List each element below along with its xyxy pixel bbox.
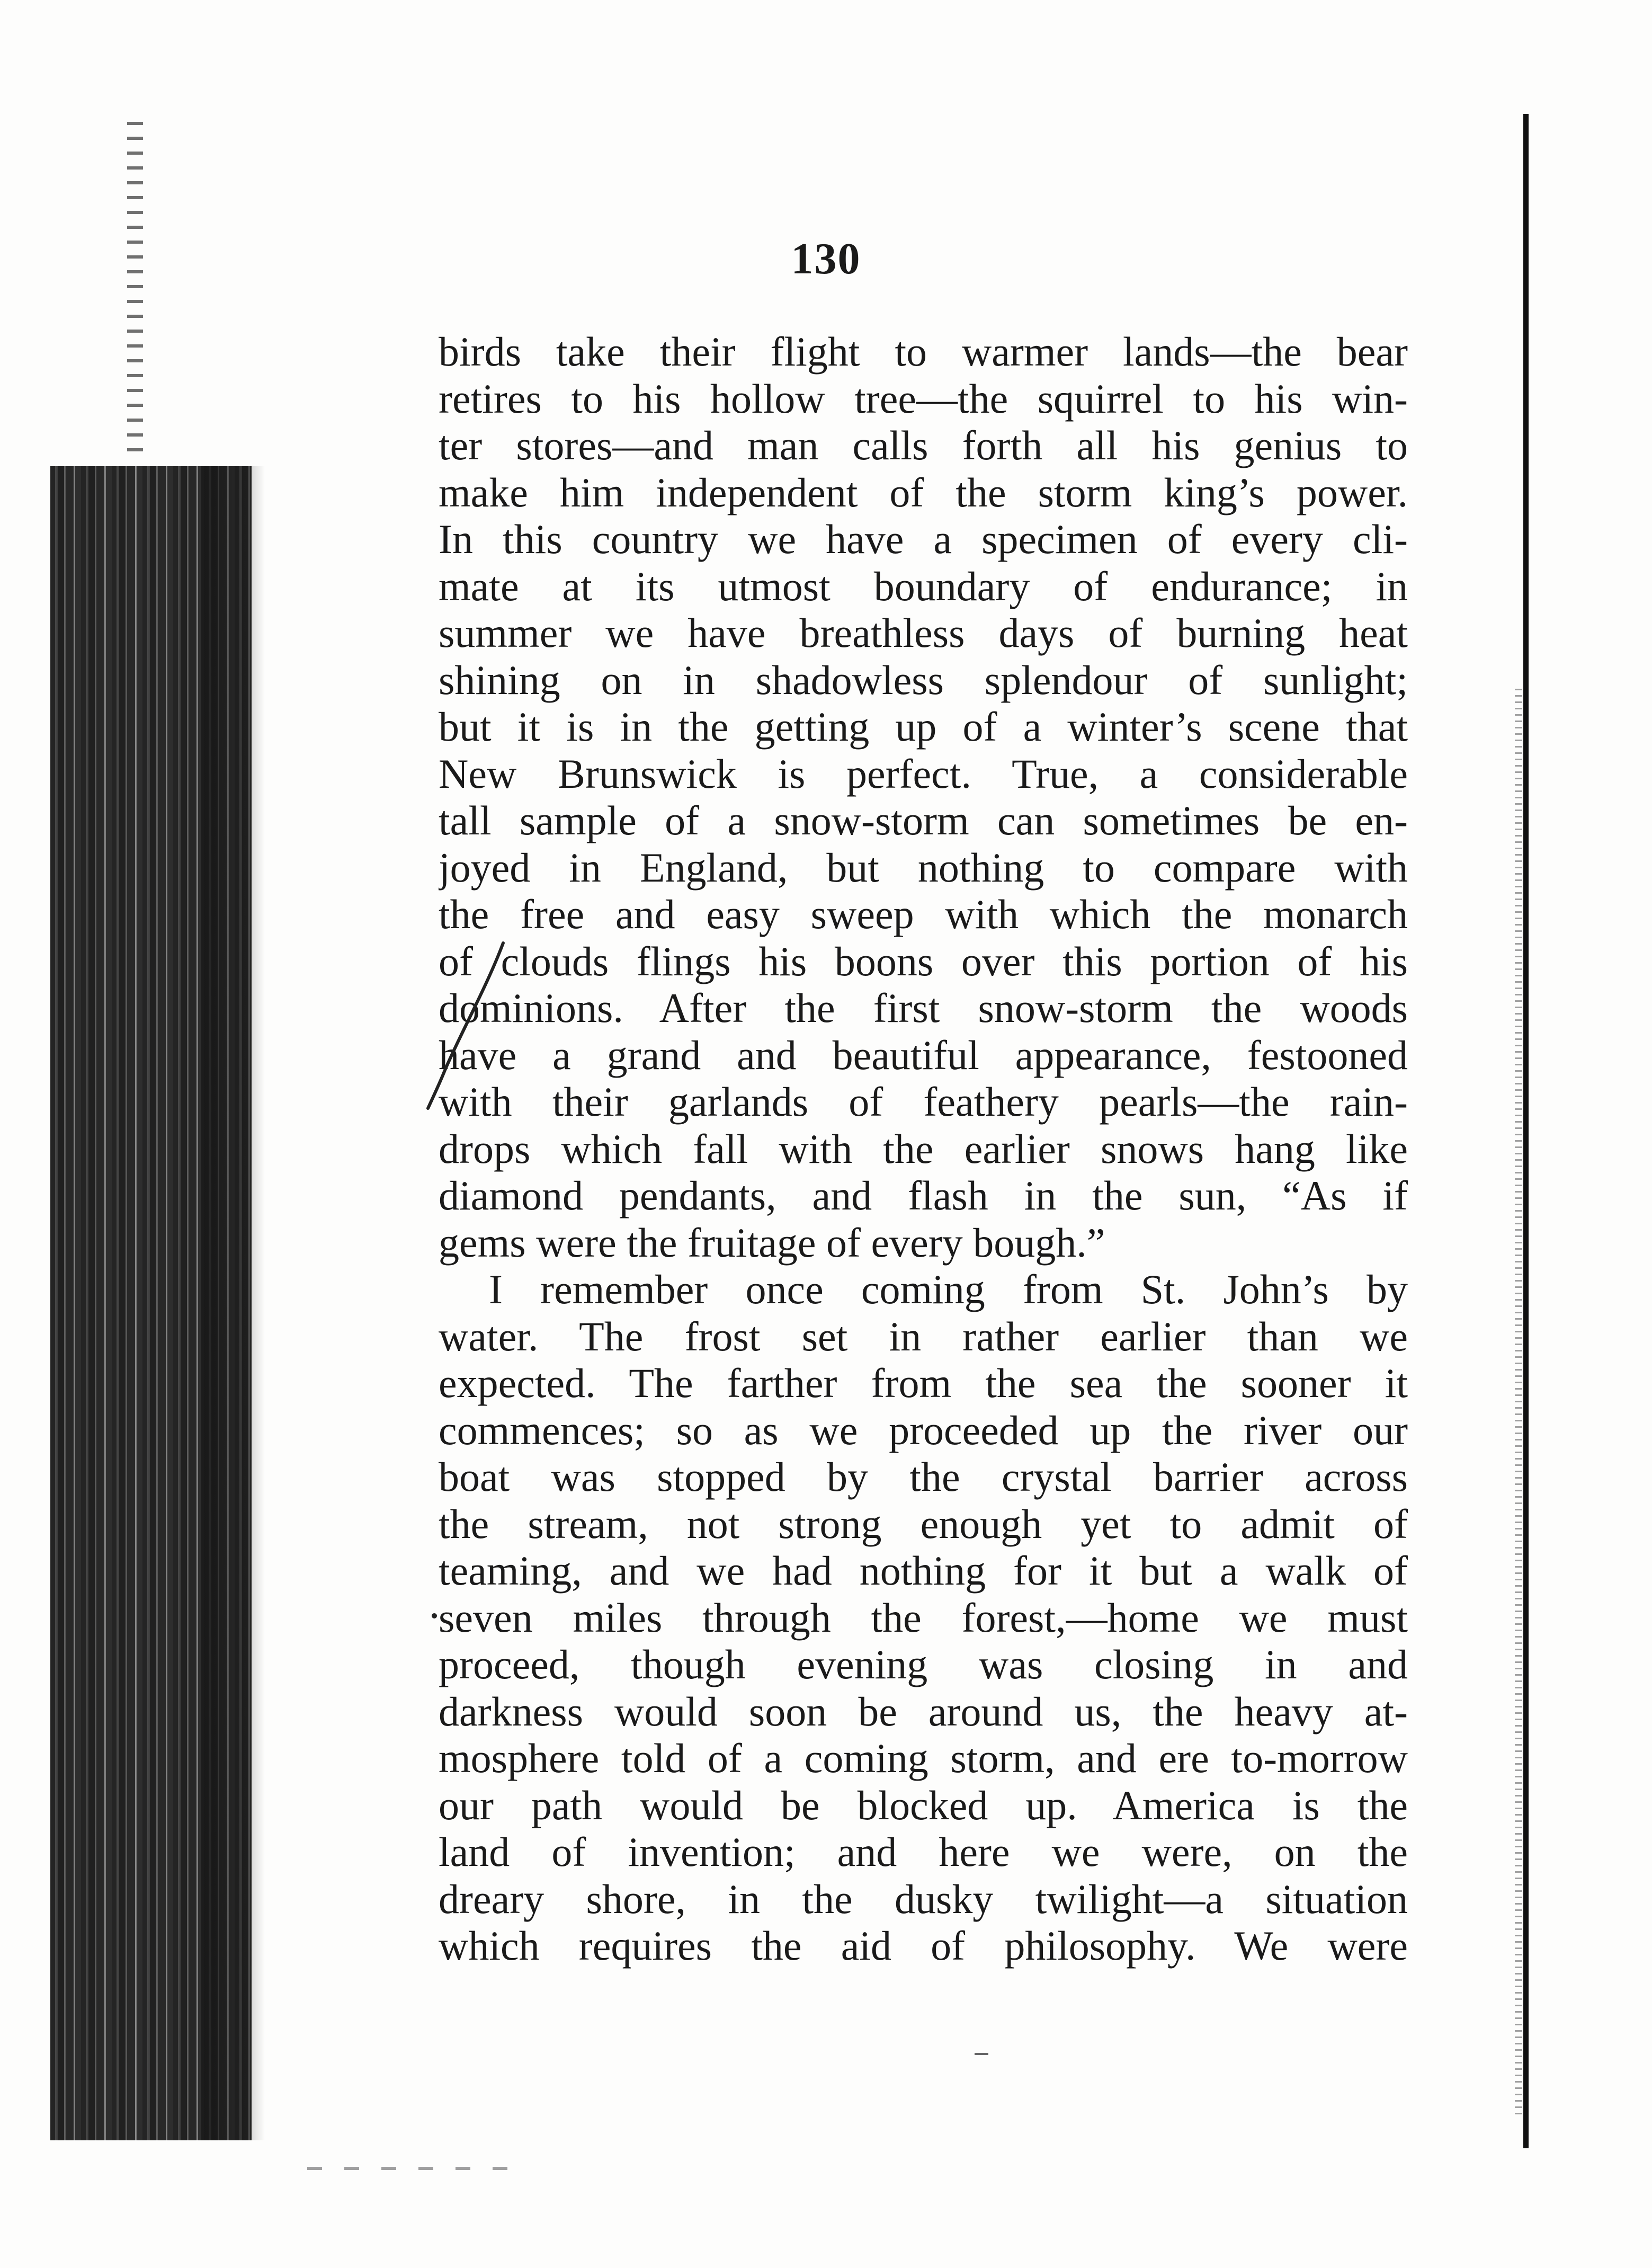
text-line: In this country we have a specimen of every cli- xyxy=(439,516,1408,562)
text-line: mate at its utmost boundary of endurance; in xyxy=(439,563,1408,609)
text-line: teaming, and we had nothing for it but a walk of xyxy=(439,1547,1408,1594)
binding-fade xyxy=(201,466,265,2140)
text-line: ter stores—and man calls forth all his genius to xyxy=(439,422,1408,468)
text-line: the free and easy sweep with which the monarch xyxy=(439,891,1408,937)
body-text xyxy=(439,328,1408,1970)
text-line: I remember once coming from St. John’s by xyxy=(489,1266,1408,1312)
right-edge-noise xyxy=(1515,689,1522,2119)
text-line: dominions. After the first snow-storm the woods xyxy=(439,985,1408,1031)
text-line: mosphere told of a coming storm, and ere to-morrow xyxy=(439,1735,1408,1781)
text-line: proceed, though evening was closing in and xyxy=(439,1641,1408,1687)
text-line: water. The frost set in rather earlier than we xyxy=(439,1313,1408,1359)
text-line: commences; so as we proceeded up the river our xyxy=(439,1407,1408,1453)
text-line: our path would be blocked up. America is the xyxy=(439,1782,1408,1828)
text-line: have a grand and beautiful appearance, festooned xyxy=(439,1031,1408,1078)
text-line: dreary shore, in the dusky twilight—a situation xyxy=(439,1875,1408,1922)
text-line: joyed in England, but nothing to compare with xyxy=(439,844,1408,891)
pen-stroke-mark xyxy=(424,938,508,1113)
text-line: retires to his hollow tree—the squirrel to his win- xyxy=(439,375,1408,422)
text-line: the stream, not strong enough yet to admit of xyxy=(439,1500,1408,1547)
text-line: of clouds flings his boons over this portion of his xyxy=(439,938,1408,984)
text-line: land of invention; and here we were, on the xyxy=(439,1829,1408,1875)
text-line: boat was stopped by the crystal barrier across xyxy=(439,1454,1408,1500)
text-line: summer we have breathless days of burning heat xyxy=(439,610,1408,656)
text-line: drops which fall with the earlier snows hang like xyxy=(439,1125,1408,1172)
text-line: diamond pendants, and flash in the sun, “As if xyxy=(439,1172,1408,1219)
text-line: darkness would soon be around us, the heavy at- xyxy=(439,1688,1408,1735)
stray-dash xyxy=(975,2053,988,2055)
page-number: 130 xyxy=(791,234,861,283)
text-line: expected. The farther from the sea the sooner it xyxy=(439,1360,1408,1406)
text-line: New Brunswick is perfect. True, a considerable xyxy=(439,750,1408,797)
text-line: make him independent of the storm king’s power. xyxy=(439,469,1408,515)
stray-dot xyxy=(432,1613,437,1618)
bottom-edge-marks xyxy=(307,2167,530,2170)
text-line: which requires the aid of philosophy. We were xyxy=(439,1923,1408,1969)
text-line: seven miles through the forest,—home we must xyxy=(439,1594,1408,1641)
right-page-edge xyxy=(1523,114,1529,2148)
binding-edge-marks xyxy=(127,122,143,461)
text-line: with their garlands of feathery pearls—the rain- xyxy=(439,1079,1408,1125)
text-line: tall sample of a snow-storm can sometimes be en- xyxy=(439,797,1408,843)
text-line: shining on in shadowless splendour of sunlight; xyxy=(439,656,1408,703)
text-line: gems were the fruitage of every bough.” xyxy=(439,1219,1105,1266)
text-line: birds take their flight to warmer lands—the bear xyxy=(439,328,1408,375)
text-line: but it is in the getting up of a winter’s scene that xyxy=(439,704,1408,750)
